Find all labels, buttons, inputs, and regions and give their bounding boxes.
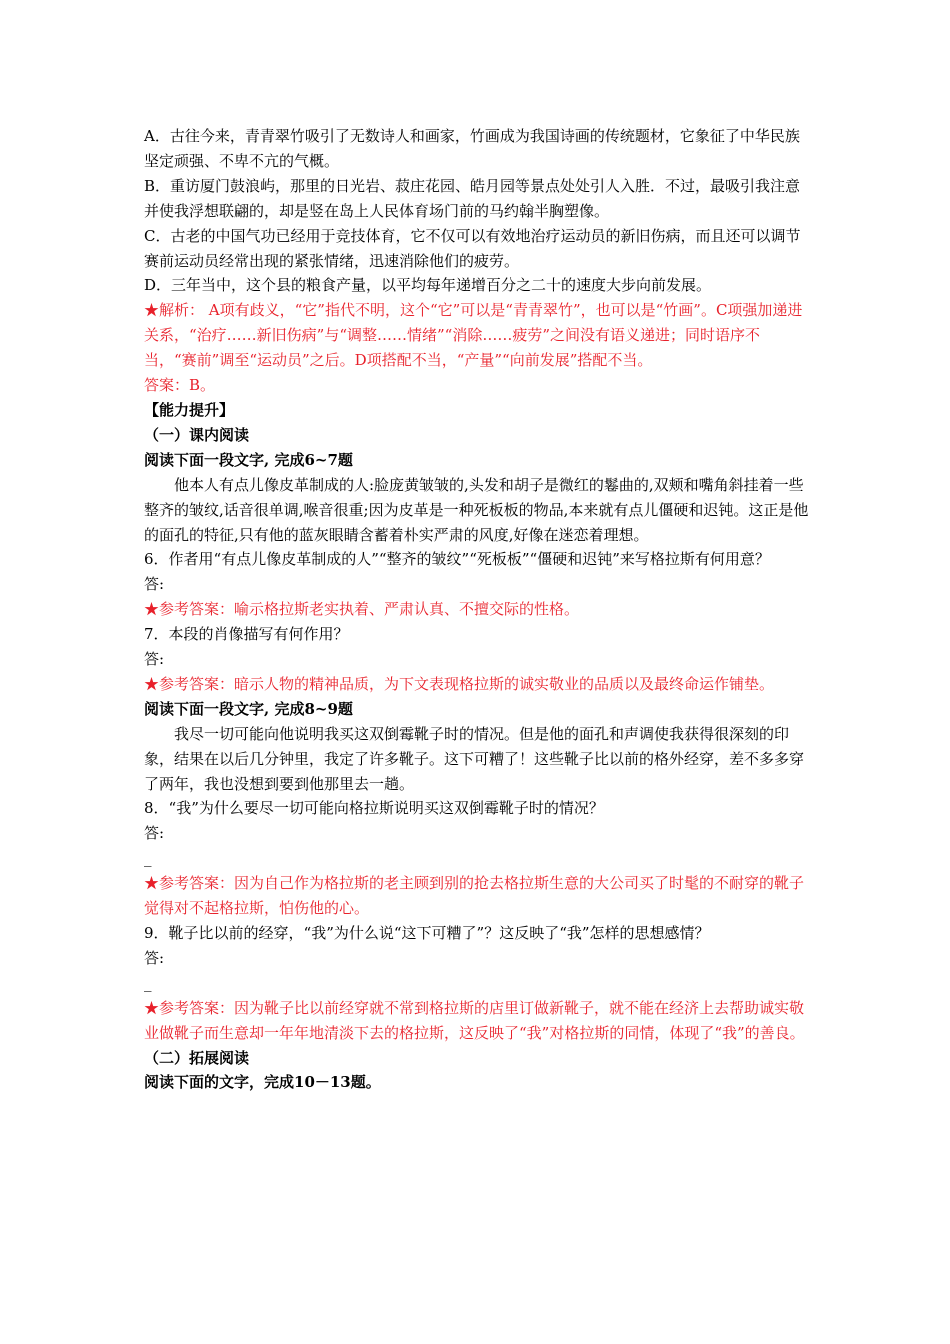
question-9: 9．靴子比以前的经穿，“我”为什么说“这下可糟了”？这反映了“我”怎样的思想感情？ [144, 924, 710, 942]
question-7: 7．本段的肖像描写有何作用？ [144, 625, 349, 644]
question-8-reference: ★参考答案：因为自己作为格拉斯的老主顾到别的抢去格拉斯生意的大公司买了时髦的不耐穿的靴子觉得对不起格拉斯，怕伤他的心。 [144, 874, 805, 918]
question-7-answer-label: 答: [144, 650, 165, 669]
analysis-text: ★解析： A项有歧义，“它”指代不明，这个“它”可以是“青青翠竹”，也可以是“竹画”。C项强加递进关系，“治疗……新旧伤病”与“调整……情绪”“消除……疲劳”之间没有语义递进；同时语序不当，“赛前”调至“运动员”之后。D项搭配不当，“产量”“向前发展”搭配不当。 [144, 301, 803, 370]
in-class-heading: （一）课内阅读 [144, 425, 250, 444]
question-9-answer-label: 答: [144, 948, 165, 967]
extended-instruction: 阅读下面的文字，完成10－13题。 [144, 1073, 381, 1092]
document-page [144, 124, 810, 1095]
question-8: 8．“我”为什么要尽一切可能向格拉斯说明买这双倒霉靴子时的情况？ [144, 799, 604, 818]
reading2-instruction: 阅读下面一段文字, 完成8~9题 [144, 699, 353, 718]
question-7-reference: ★参考答案：暗示人物的精神品质，为下文表现格拉斯的诚实敬业的品质以及最终命运作铺垫。 [144, 674, 775, 693]
question-8-answer-label: 答: [144, 824, 165, 843]
question-6: 6．作者用“有点儿像皮革制成的人”“整齐的皱纹”“死板板”“僵硬和迟钝”来写格拉斯有何用意？ [144, 550, 770, 569]
reading2-passage: 我尽一切可能向他说明我买这双倒霉靴子时的情况。但是他的面孔和声调使我获得很深刻的印象，结果在以后几分钟里，我定了许多靴子。这下可糟了！这些靴子比以前的格外经穿，差不多多穿了两年，我也没想到要到他那里去一趟。 [144, 724, 805, 793]
ability-heading: 【能力提升】 [144, 400, 235, 419]
question-9-reference: ★参考答案：因为靴子比以前经穿就不常到格拉斯的店里订做新靴子，就不能在经济上去帮助诚实敬业做靴子而生意却一年年地清淡下去的格拉斯，这反映了“我”对格拉斯的同情，体现了“我”的善良。 [144, 998, 805, 1042]
option-c: C．古老的中国气功已经用于竞技体育，它不仅可以有效地治疗运动员的新旧伤病，而且还可以调节赛前运动员经常出现的紧张情绪，迅速消除他们的疲劳。 [144, 226, 801, 270]
question-6-reference: ★参考答案：喻示格拉斯老实执着、严肃认真、不擅交际的性格。 [144, 600, 580, 619]
extended-heading: （二）拓展阅读 [144, 1048, 250, 1067]
question-6-answer-label: 答: [144, 575, 165, 594]
reading1-instruction: 阅读下面一段文字, 完成6~7题 [144, 450, 353, 469]
analysis-answer: 答案：B。 [144, 376, 216, 395]
reading1-passage: 他本人有点儿像皮革制成的人:脸庞黄皱皱的,头发和胡子是微红的鬈曲的,双颊和嘴角斜挂着一些整齐的皱纹,话音很单调,喉音很重;因为皮革是一种死板板的物品,本来就有点儿僵硬和迟钝。这正是他的面孔的特征,只有他的蓝灰眼睛含蓄着朴实严肃的风度,好像在迷恋着理想。 [144, 475, 809, 544]
question-8-blank: _ [144, 849, 152, 868]
option-d: D．三年当中，这个县的粮食产量，以平均每年递增百分之二十的速度大步向前发展。 [144, 276, 712, 295]
option-a: A．古往今来，青青翠竹吸引了无数诗人和画家，竹画成为我国诗画的传统题材，它象征了中华民族坚定顽强、不卑不亢的气概。 [144, 127, 800, 170]
option-b: B．重访厦门鼓浪屿，那里的日光岩、菽庄花园、皓月园等景点处处引人入胜．不过，最吸引我注意并使我浮想联翩的，却是竖在岛上人民体育场门前的马约翰半胸塑像。 [144, 176, 801, 220]
question-9-blank: _ [144, 973, 152, 992]
